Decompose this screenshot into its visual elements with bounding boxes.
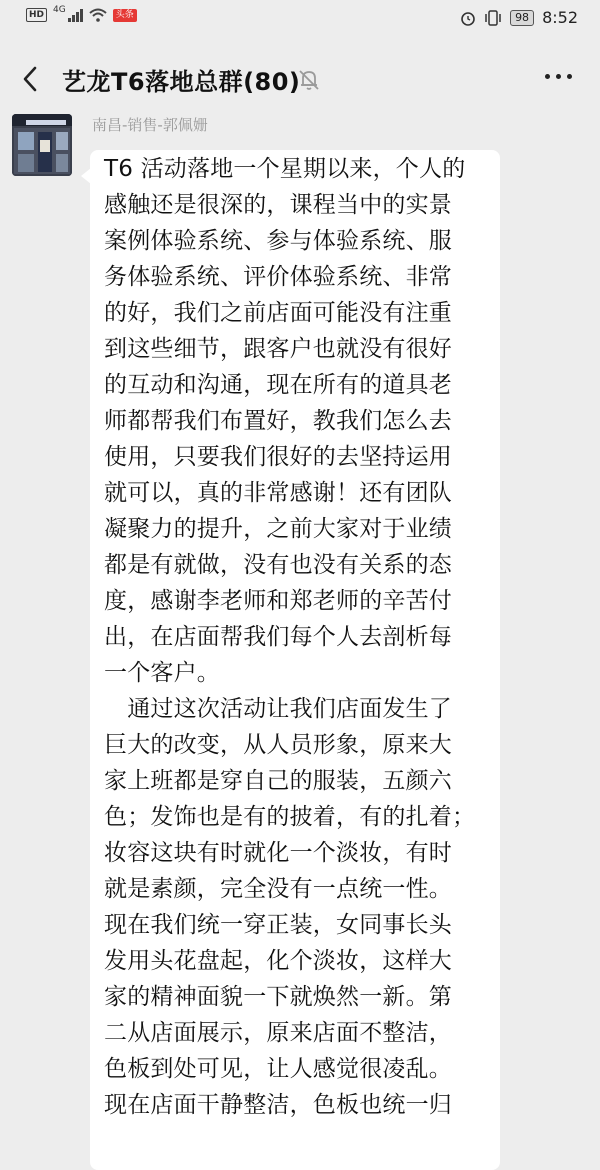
- hd-badge: HD: [26, 8, 47, 22]
- network-type: 4G: [53, 5, 66, 15]
- vibrate-icon: [484, 10, 502, 26]
- message-line: 现在店面干静整洁，色板也统一归: [104, 1092, 452, 1118]
- message-line: 就可以，真的非常感谢！还有团队: [104, 480, 452, 506]
- status-right: [460, 8, 578, 27]
- back-button[interactable]: [14, 63, 46, 95]
- message-line: 家的精神面貌一下就焕然一新。第: [104, 984, 452, 1010]
- alarm-icon: [460, 10, 476, 26]
- message-line: 凝聚力的提升，之前大家对于业绩: [104, 516, 452, 542]
- more-dot: [556, 74, 561, 79]
- mute-bell-icon: [296, 67, 322, 93]
- sender-name: 南昌-销售-郭佩姗: [92, 116, 208, 134]
- message-line: 现在我们统一穿正装，女同事长头: [104, 912, 452, 938]
- message-line: 务体验系统、评价体验系统、非常: [104, 264, 452, 290]
- status-bar: [0, 0, 600, 38]
- message-line: 家上班都是穿自己的服装，五颜六: [104, 768, 452, 794]
- message-line: 都是有就做，没有也没有关系的态: [104, 552, 452, 578]
- app-notification-badge: 头条: [113, 9, 137, 22]
- message-line: 巨大的改变，从人员形象，原来大: [104, 732, 452, 758]
- message-bubble[interactable]: [90, 150, 500, 1170]
- message-line: 感触还是很深的，课程当中的实景: [104, 192, 452, 218]
- message-line: 使用，只要我们很好的去坚持运用: [104, 444, 452, 470]
- message-line: T6 活动落地一个星期以来，个人的: [104, 156, 466, 182]
- battery-icon: 98: [510, 10, 534, 26]
- message-line: 师都帮我们布置好，教我们怎么去: [104, 408, 452, 434]
- avatar-storefront-image: [12, 114, 72, 176]
- message-line: 案例体验系统、参与体验系统、服: [104, 228, 452, 254]
- status-left: [26, 5, 137, 22]
- more-options-button[interactable]: [545, 74, 572, 79]
- more-dots-icon: [545, 74, 550, 79]
- avatar[interactable]: [12, 114, 72, 176]
- message-line: 妆容这块有时就化一个淡妆，有时: [104, 840, 452, 866]
- clock-time: 8:52: [542, 8, 578, 27]
- signal-icon: [68, 8, 83, 22]
- message-line: 出，在店面帮我们每个人去剖析每: [104, 624, 452, 650]
- message-line: 通过这次活动让我们店面发生了: [104, 696, 452, 722]
- message-line: 一个客户。: [104, 660, 220, 686]
- message-line: 的好，我们之前店面可能没有注重: [104, 300, 452, 326]
- more-dot: [567, 74, 572, 79]
- message-line: 就是素颜，完全没有一点统一性。: [104, 876, 452, 902]
- message-line: 发用头花盘起，化个淡妆，这样大: [104, 948, 452, 974]
- message-line: 色；发饰也是有的披着，有的扎着；: [104, 804, 476, 830]
- message-text: [104, 150, 490, 1123]
- message-line: 的互动和沟通，现在所有的道具老: [104, 372, 452, 398]
- message-line: 色板到处可见，让人感觉很凌乱。: [104, 1056, 452, 1082]
- chat-title: 艺龙T6落地总群(80): [62, 68, 301, 96]
- back-arrow-icon: [22, 66, 38, 92]
- chat-area[interactable]: [0, 110, 600, 1143]
- message-line: 二从店面展示，原来店面不整洁，: [104, 1020, 452, 1046]
- message-line: 到这些细节，跟客户也就没有很好: [104, 336, 452, 362]
- wifi-icon: [89, 8, 107, 22]
- message-line: 度，感谢李老师和郑老师的辛苦付: [104, 588, 452, 614]
